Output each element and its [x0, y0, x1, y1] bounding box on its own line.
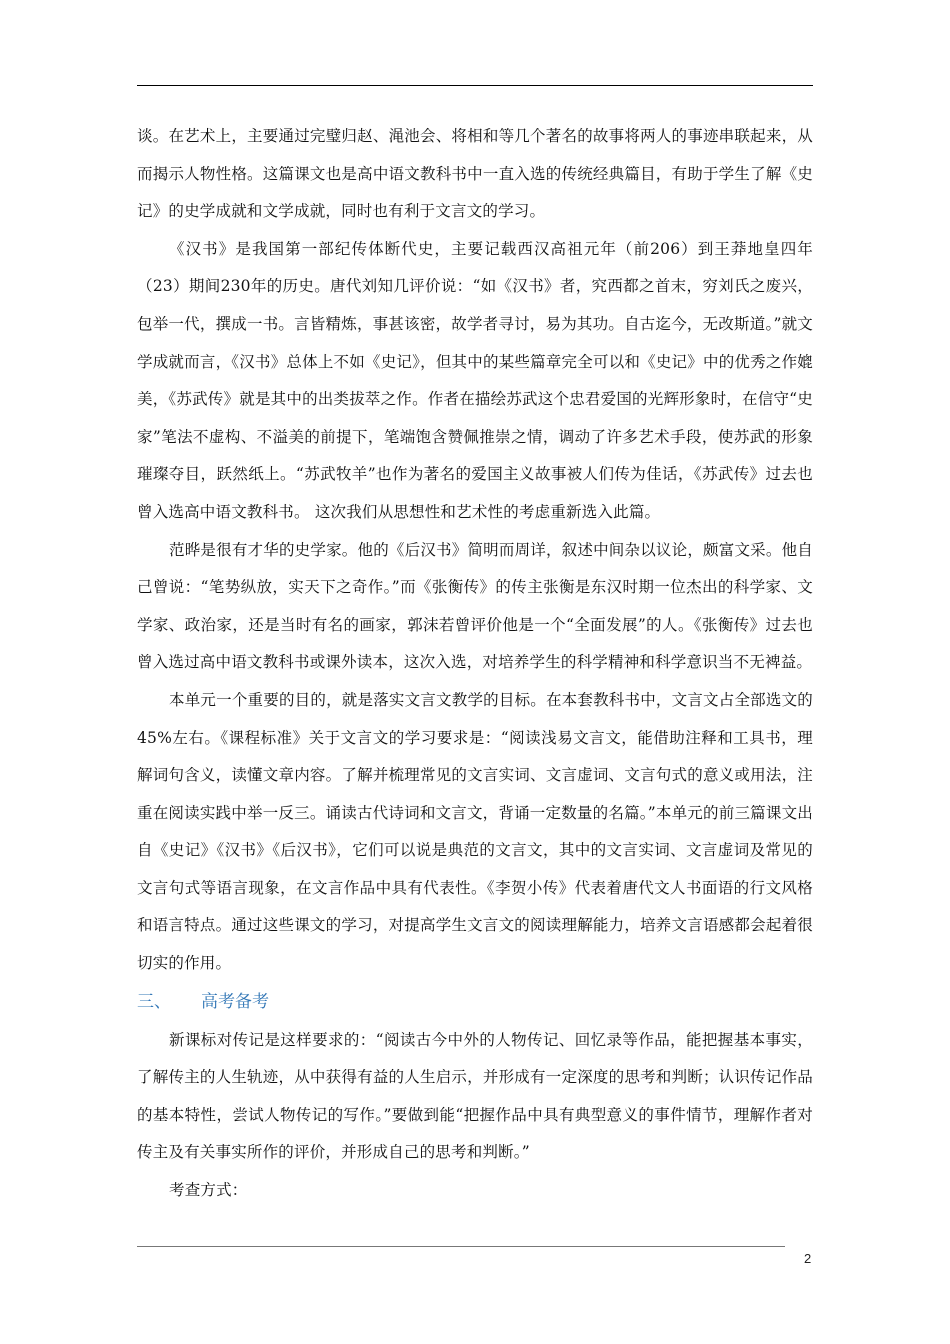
section-heading	[137, 983, 813, 1022]
section-title: 高考备考	[201, 991, 269, 1012]
paragraph-5: 新课标对传记是这样要求的：“阅读古今中外的人物传记、回忆录等作品，能把握基本事实，了解传主的人生轨迹，从中获得有益的人生启示，并形成有一定深度的思考和判断；认识传记作品的基本特性，尝试人物传记的写作。”要做到能“把握作品中具有典型意义的事件情节，理解作者对传主及有关事实所作的评价，并形成自己的思考和判断。”	[137, 1030, 813, 1162]
document-body	[137, 118, 813, 1210]
paragraph-3: 范晔是很有才华的史学家。他的《后汉书》简明而周详，叙述中间杂以议论，颇富文采。他自己曾说：“笔势纵放，实天下之奇作。”而《张衡传》的传主张衡是东汉时期一位杰出的科学家、文学家、政治家，还是当时有名的画家，郭沫若曾评价他是一个“全面发展”的人。《张衡传》过去也曾入选过高中语文教科书或课外读本，这次入选，对培养学生的科学精神和科学意识当不无裨益。	[137, 540, 813, 672]
paragraph-2: 《汉书》是我国第一部纪传体断代史，主要记载西汉高祖元年（前206）到王莽地皇四年（23）期间230年的历史。唐代刘知几评价说：“如《汉书》者，究西都之首末，穷刘氏之废兴，包举一代，撰成一书。言皆精炼，事甚该密，故学者寻讨，易为其功。自古迄今，无改斯道。”就文学成就而言，《汉书》总体上不如《史记》，但其中的某些篇章完全可以和《史记》中的优秀之作媲美，《苏武传》就是其中的出类拔萃之作。作者在描绘苏武这个忠君爱国的光辉形象时，在信守“史家”笔法不虚构、不溢美的前提下，笔端饱含赞佩推崇之情，调动了许多艺术手段，使苏武的形象璀璨夺目，跃然纸上。“苏武牧羊”也作为著名的爱国主义故事被人们传为佳话，《苏武传》过去也曾入选高中语文教科书。 这次我们从思想性和艺术性的考虑重新选入此篇。	[137, 239, 813, 521]
footer-rule	[137, 1246, 785, 1247]
section-number: 三、	[137, 991, 171, 1012]
page-number: 2	[804, 1251, 812, 1266]
paragraph-1: 谈。在艺术上，主要通过完璧归赵、渑池会、将相和等几个著名的故事将两人的事迹串联起来，从而揭示人物性格。这篇课文也是高中语文教科书中一直入选的传统经典篇目，有助于学生了解《史记》的史学成就和文学成就，同时也有利于文言文的学习。	[137, 127, 813, 221]
paragraph-4: 本单元一个重要的目的，就是落实文言文教学的目标。在本套教科书中，文言文占全部选文的45%左右。《课程标准》关于文言文的学习要求是：“阅读浅易文言文，能借助注释和工具书，理解词句含义，读懂文章内容。了解并梳理常见的文言实词、文言虚词、文言句式的意义或用法，注重在阅读实践中举一反三。诵读古代诗词和文言文，背诵一定数量的名篇。”本单元的前三篇课文出自《史记》《汉书》《后汉书》，它们可以说是典范的文言文，其中的文言实词、文言虚词及常见的文言句式等语言现象，在文言作品中具有代表性。《李贺小传》代表着唐代文人书面语的行文风格和语言特点。通过这些课文的学习，对提高学生文言文的阅读理解能力，培养文言语感都会起着很切实的作用。	[137, 690, 813, 973]
paragraph-6: 考查方式：	[169, 1181, 248, 1200]
header-rule	[137, 85, 813, 86]
